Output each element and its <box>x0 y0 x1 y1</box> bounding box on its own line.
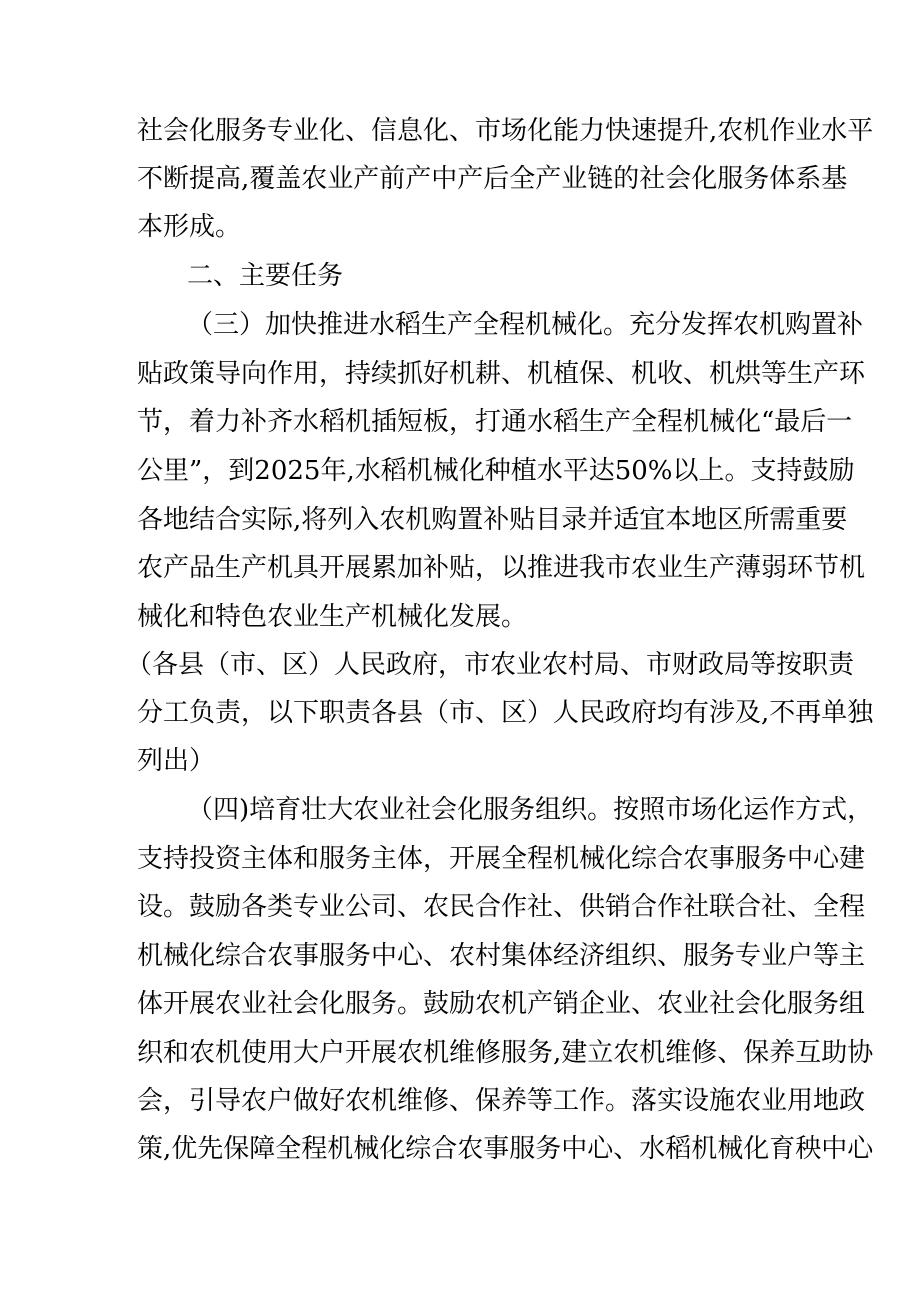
paragraph-line: 贴政策导向作用，持续抓好机耕、机植保、机收、机烘等生产环 <box>137 359 866 389</box>
paragraph-line: 策,优先保障全程机械化综合农事服务中心、水稻机械化育秧中心 <box>137 1134 874 1164</box>
paragraph-line: （三）加快推进水稻生产全程机械化。充分发挥农机购置补 <box>187 310 864 340</box>
responsibility-note-line: 分工负责，以下职责各县（市、区）人民政府均有涉及,不再单独 <box>137 698 874 728</box>
paragraph-line: 械化和特色农业生产机械化发展。 <box>137 602 528 632</box>
paragraph-line: 农产品生产机具开展累加补贴，以推进我市农业生产薄弱环节机 <box>137 553 866 583</box>
paragraph-line: 机械化综合农事服务中心、农村集体经济组织、服务专业户等主 <box>137 941 866 971</box>
paragraph-line: 公里”，到2025年,水稻机械化种植水平达50%以上。支持鼓励 <box>137 456 855 486</box>
responsibility-note-line: （各县（市、区）人民政府，市农业农村局、市财政局等按职责 <box>126 650 855 680</box>
section-heading: 二、主要任务 <box>187 261 344 291</box>
paragraph-line: （四)培育壮大农业社会化服务组织。按照市场化运作方式， <box>187 795 874 825</box>
paragraph-line: 各地结合实际,将列入农机购置补贴目录并适宜本地区所需重要 <box>137 505 848 535</box>
paragraph-line: 不断提高,覆盖农业产前产中产后全产业链的社会化服务体系基 <box>137 164 848 194</box>
paragraph-line: 社会化服务专业化、信息化、市场化能力快速提升,农机作业水平 <box>137 116 874 146</box>
paragraph-line: 设。鼓励各类专业公司、农民合作社、供销合作社联合社、全程 <box>137 892 866 922</box>
paragraph-line: 节，着力补齐水稻机插短板，打通水稻生产全程机械化“最后一 <box>137 407 853 437</box>
paragraph-line: 织和农机使用大户开展农机维修服务,建立农机维修、保养互助协 <box>137 1038 874 1068</box>
paragraph-line: 会，引导农户做好农机维修、保养等工作。落实设施农业用地政 <box>137 1086 866 1116</box>
paragraph-line: 本形成。 <box>137 212 242 242</box>
responsibility-note-line: 列出） <box>137 746 216 776</box>
paragraph-line: 支持投资主体和服务主体，开展全程机械化综合农事服务中心建 <box>137 844 866 874</box>
paragraph-line: 体开展农业社会化服务。鼓励农机产销企业、农业社会化服务组 <box>137 989 866 1019</box>
